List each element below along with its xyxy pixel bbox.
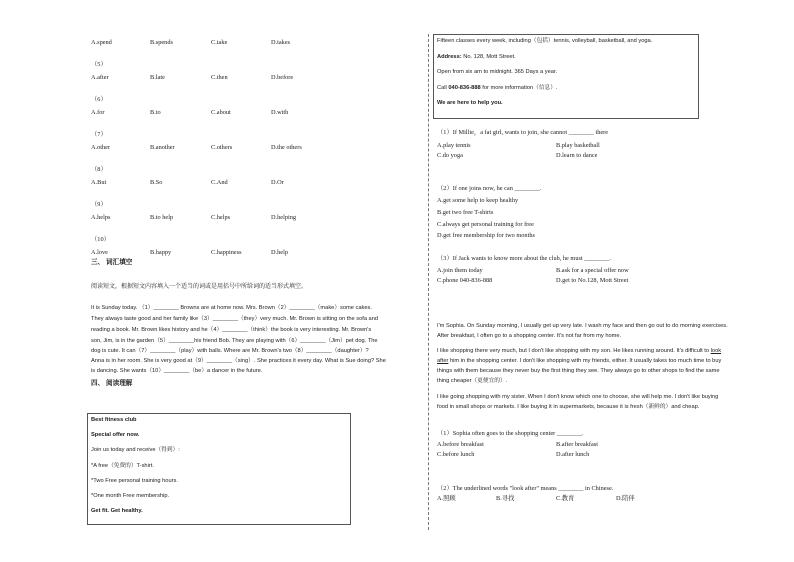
question-number: （9） [91, 201, 107, 208]
ad-classes: Fifteen classes every week, including（包括）tennis, volleyball, basketball, and yoga. [437, 38, 653, 44]
option-c: C.And [211, 179, 228, 186]
option-a: A.照顾 [437, 495, 456, 502]
option-a: A.love [91, 249, 108, 256]
passage-line: dog is cute. It can（7）________（play）with balls. Where are Mr. Brown's two（8）________（daughter）? [91, 348, 369, 354]
question-stem: （2）The underlined words "look after" means ________ in Chinese. [437, 485, 614, 492]
option-b: B.after breakfast [556, 441, 598, 448]
option-d: D.get to No.128, Mott Street [556, 277, 629, 284]
option-c: C.take [211, 39, 228, 46]
question-stem: （2）If one joins now, he can ________. [437, 185, 542, 192]
passage-line: I like going shopping with my sister. When I don't know which one to choose, she will help me. I don't like buying [437, 394, 719, 400]
question-number: （6） [91, 96, 107, 103]
option-d: D.before [271, 74, 294, 81]
option-a: A.spend [91, 39, 112, 46]
option-d: D.the others [271, 144, 302, 151]
call-prefix: Call [437, 85, 449, 91]
question-number: （7） [91, 131, 107, 138]
option-a: A.for [91, 109, 105, 116]
option-d: D.takes [271, 39, 291, 46]
option-c: C.教育 [556, 495, 575, 502]
option-d: D.with [271, 109, 289, 116]
section-title: 三、 词汇填空 [91, 259, 133, 266]
question-stem: （1）Sophia often goes to the shopping center ________. [437, 430, 584, 437]
option-d: D.help [271, 249, 288, 256]
passage-line [437, 347, 721, 357]
call-suffix: for more information（信息）. [480, 85, 558, 91]
phone-number: 040-836-888 [448, 85, 481, 91]
option-a: A.join them today [437, 267, 483, 274]
passage-line: reading a book. Mr. Brown likes history and he（4）________（think）the book is very interesting. Mr. Brown's [91, 327, 372, 333]
option-c: C.about [211, 109, 231, 116]
option-b: B.So [150, 179, 163, 186]
option-b: B.play basketball [556, 142, 600, 149]
option-d: D.Or [271, 179, 284, 186]
question-number: （8） [91, 166, 107, 173]
passage-line: things with them because they never buy the first thing they see. They always go to other shops to find the same [437, 368, 720, 374]
ad-help: We are here to help you. [437, 100, 503, 106]
option-b: B.spends [150, 39, 173, 46]
underlined-word: look [710, 348, 722, 354]
passage-line: It is Sunday today. （1）________ Browns are at home now. Mrs. Brown（2）________（make）some cakes. [91, 305, 372, 311]
option-d: D.learn to dance [556, 152, 598, 159]
ad-item: *One month Free membership. [91, 493, 170, 499]
passage-line: thing cheaper（更便宜的）. [437, 378, 508, 384]
section-title: 四、 阅读理解 [91, 380, 133, 387]
ad-title: Best fitness club [91, 417, 137, 423]
passage-text: him in the shopping center. I don't like shopping with my friends, either. It usually takes too much time to buy [448, 358, 722, 364]
passage-line: I'm Sophia. On Sunday morning, I usually get up very late. I wash my face and then go out to do morning exercises. [437, 323, 728, 329]
option-c: C.always get personal training for free [437, 221, 534, 228]
option-d: D.get free membership for two months [437, 232, 535, 239]
option-b: B.to help [150, 214, 174, 221]
option-d: D.after lunch [556, 451, 590, 458]
option-c: C.helps [211, 214, 231, 221]
option-c: C.happiness [211, 249, 242, 256]
ad-item: *A free（免费的）T-shirt. [91, 463, 154, 469]
passage-text: I like shopping there very much, but I don't like shopping with my son. He likes running around. It's difficult to [437, 348, 711, 354]
passage-line: is dancing. She wants（10）________（be）a dancer in the future. [91, 368, 263, 374]
passage-line: food in small shops or markets. I like buying it in supermarkets, because it is fresh（新鲜的）and cheap. [437, 404, 700, 410]
question-stem: （1）If Millie，a fat girl, wants to join, she cannot ________ there [437, 129, 609, 136]
question-number: （10） [91, 236, 110, 243]
option-b: B.late [150, 74, 165, 81]
option-d: D.helping [271, 214, 297, 221]
option-c: C.then [211, 74, 228, 81]
option-a: A.after [91, 74, 109, 81]
option-c: C.before lunch [437, 451, 475, 458]
underlined-word: after [437, 358, 449, 364]
address-label: Address: [437, 54, 462, 60]
ad-address [437, 53, 516, 63]
question-stem: （3）If Jack wants to know more about the club, he must ________. [437, 255, 612, 262]
option-a: A.But [91, 179, 107, 186]
ad-item: *Two Free personal training hours. [91, 478, 178, 484]
ad-hours: Open from six am to midnight. 365 Days a year. [437, 69, 558, 75]
option-c: C.others [211, 144, 233, 151]
option-b: B.ask for a special offer now [556, 267, 629, 274]
option-a: A.play tennis [437, 142, 471, 149]
ad-call [437, 84, 557, 94]
option-a: A.before breakfast [437, 441, 484, 448]
passage-line: son, Jim, is in the garden（5）________his friend Bob. They are playing with（6）________（Jim）pet dog. The [91, 338, 378, 344]
ad-offer: Special offer now. [91, 432, 140, 438]
passage-line: After breakfast, I often go to a shopping center. It's not far from my home. [437, 333, 622, 339]
ad-join: Join us today and receive（得到）: [91, 447, 180, 453]
ad-slogan: Get fit. Get healthy. [91, 508, 143, 514]
passage-line: Anna is in her room. She is very good at（9）________（sing）. She practices it every day. What is Sue doing? She [91, 358, 386, 364]
option-a: A.helps [91, 214, 111, 221]
option-b: B.happy [150, 249, 172, 256]
question-number: （5） [91, 61, 107, 68]
option-d: D.陪伴 [616, 495, 635, 502]
address-value: No. 128, Mott Street. [461, 54, 516, 60]
option-b: B.get two free T-shirts [437, 209, 494, 216]
section-instruction: 阅读短文，根据短文内容填入一个适当的词或是用括号中所给词的适当形式填空。 [91, 284, 308, 290]
passage-line: They always taste good and her family like（3）________（they）very much. Mr. Brown is sitting on the sofa and [91, 316, 379, 322]
option-b: B.寻找 [496, 495, 515, 502]
option-a: A.get some help to keep healthy [437, 197, 519, 204]
option-b: B.another [150, 144, 175, 151]
option-b: B.to [150, 109, 161, 116]
option-c: C.do yoga [437, 152, 463, 159]
option-c: C.phone 040-836-888 [437, 277, 493, 284]
column-divider [428, 34, 429, 530]
option-a: A.other [91, 144, 111, 151]
passage-line [437, 357, 721, 367]
